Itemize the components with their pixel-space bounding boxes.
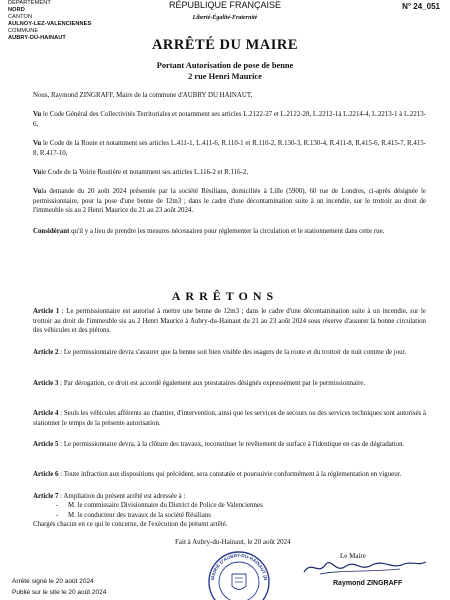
vu-key-2: Vu (33, 140, 42, 147)
mayor-signature (300, 556, 430, 578)
header-value-commune: AUBRY-DU-HAINAUT (8, 35, 66, 41)
vu-paragraph-4 (33, 187, 426, 216)
vu-text-4: la demande du 20 août 2024 présentée par la société Résilians, domiciliée à Lille (5900), 60 rue de Londres, ci-après désignée le permissionnaire, pour la pose d'une benne de 12m3 ; dans le cadre d'une décontamination suite à un incendie, sur le trottoir au droit de l'immeuble sis au 2 Henri Maurice du 21 au 23 août 2024. (33, 188, 426, 214)
vu-paragraph-2 (33, 139, 426, 158)
vu-key-4: Vu (33, 188, 42, 195)
seal-text: MAIRIE D'AUBRY-DU-HAINAUT (N (210, 552, 268, 581)
article-6-text: : Toute infraction aux dispositions qui précèdent, sera constatée et poursuivie conformément à la réglementation en vigueur. (58, 471, 402, 478)
article-5-text: : Le permissionnaire devra, à la clôture des travaux, reconstituer le revêtement de surface à l'identique en cas de dégradation. (58, 441, 405, 448)
signer-name: Raymond ZINGRAFF (333, 580, 403, 587)
article-3 (33, 379, 426, 389)
header-label-departement: DEPARTEMENT (8, 0, 51, 6)
vu-paragraph-1 (33, 110, 426, 129)
vu-text-3: le Code de la Voirie Routière et notamment ses articles L.116-2 et R.116-2, (41, 169, 249, 176)
subtitle-line-1: Portant Autorisation de pose de benne (156, 61, 294, 70)
mairie-seal (205, 548, 273, 600)
article-3-key: Article 3 (33, 380, 59, 387)
header-value-canton: AULNOY-LEZ-VALENCIENNES (8, 21, 92, 27)
article-6-key: Article 6 (33, 471, 59, 478)
article-4-text: : Seuls les véhicules afférents au chantier, d'intervention, ainsi que les services de secours ou des services techniques sont autorisés à stationner le temps de la présente autorisation. (33, 410, 426, 427)
vu-paragraph-3 (33, 168, 426, 178)
article-5-key: Article 5 (33, 441, 59, 448)
header-label-commune: COMMUNE (8, 28, 39, 34)
article-1-key: Article 1 (33, 308, 60, 315)
charges-line: Chargés chacun en ce qui le concerne, de l'exécution du présent arrêté. (33, 521, 228, 528)
header-value-departement: NORD (8, 7, 25, 13)
considerant-key: Considérant (33, 228, 70, 235)
article-1-text: : Le permissionnaire est autorisé à mettre une benne de 12m3 ; dans le cadre d'une décontamination suite à un incendie, sur le trottoir au droit de l'immeuble sis au 2 Henri Maurice à Aubry-du-Hainaut du 21 au 23 août 2024 sous réserve d'assurer la bonne circulation des véhicules et des piétons. (33, 308, 426, 334)
considerant-paragraph (33, 227, 426, 237)
article-5 (33, 440, 426, 450)
republic-heading: RÉPUBLIQUE FRANÇAISE (168, 0, 282, 10)
ampliation-recipient-2: - M. le conducteur des travaux de la société Résilians (68, 511, 450, 521)
article-4 (33, 409, 426, 428)
subtitle-line-2: 2 rue Henri Maurice (188, 72, 262, 81)
document-subtitle (0, 60, 450, 82)
article-6 (33, 470, 426, 480)
vu-text-1: le Code Général des Collectivités Territoriales et notamment ses articles L.2122-27 et L.2122-28, L.2212-1à L.2214-4, L.2213-1 à L.2213-6, (33, 111, 426, 128)
article-7-key: Article 7 (33, 493, 59, 500)
document-title: ARRÊTÉ DU MAIRE (151, 37, 299, 53)
intro-paragraph: Nous, Raymond ZINGRAFF, Maire de la commune d'AUBRY DU HAINAUT, (33, 92, 253, 99)
article-2-key: Article 2 (33, 349, 59, 356)
header-admin-block (8, 0, 91, 42)
decree-number: N° 24_051 (402, 2, 440, 11)
ampliation-list (33, 501, 450, 520)
article-1 (33, 307, 426, 336)
article-7-text: : Ampliation du présent arrêté est adressée à : (58, 493, 186, 500)
considerant-text: qu'il y a lieu de prendre les mesures nécessaires pour réglementer la circulation et le stationnement dans cette rue. (69, 228, 385, 235)
footer-signed-date: Arrêté signé le 20 août 2024 (12, 578, 94, 585)
article-3-text: : Par dérogation, ce droit est accordé également aux prestataires désignés expressément par le permissionnaire. (58, 380, 366, 387)
article-2 (33, 348, 426, 358)
article-2-text: : Le permissionnaire devra s'assurer que la benne soit bien visible des usagers de la route et du trottoir de nuit comme de jour. (58, 349, 407, 356)
republic-motto: Liberté-Égalité-Fraternité (192, 15, 258, 21)
footer-published-date: Publié sur le site le 20 août 2024 (12, 589, 107, 596)
article-4-key: Article 4 (33, 410, 59, 417)
vu-key-3: Vu (33, 169, 42, 176)
arretons-heading: ARRÊTONS (171, 289, 279, 303)
maire-label: Le Maire (340, 552, 366, 560)
vu-text-2: le Code de la Route et notamment ses articles L.411-1, L.411-6, R.110-1 et R.110-2, R.130-3, R.130-4, R.411-8, R.415-6, R.415-7, R.415-8, R.417-10, (33, 140, 426, 157)
fait-line: Fait à Aubry-du-Hainaut, le 20 août 2024 (175, 538, 291, 546)
ampliation-recipient-1: - M. le commissaire Divisionnaire du District de Police de Valenciennes (68, 501, 450, 511)
vu-key-1: Vu (33, 111, 42, 118)
header-label-canton: CANTON (8, 14, 33, 20)
